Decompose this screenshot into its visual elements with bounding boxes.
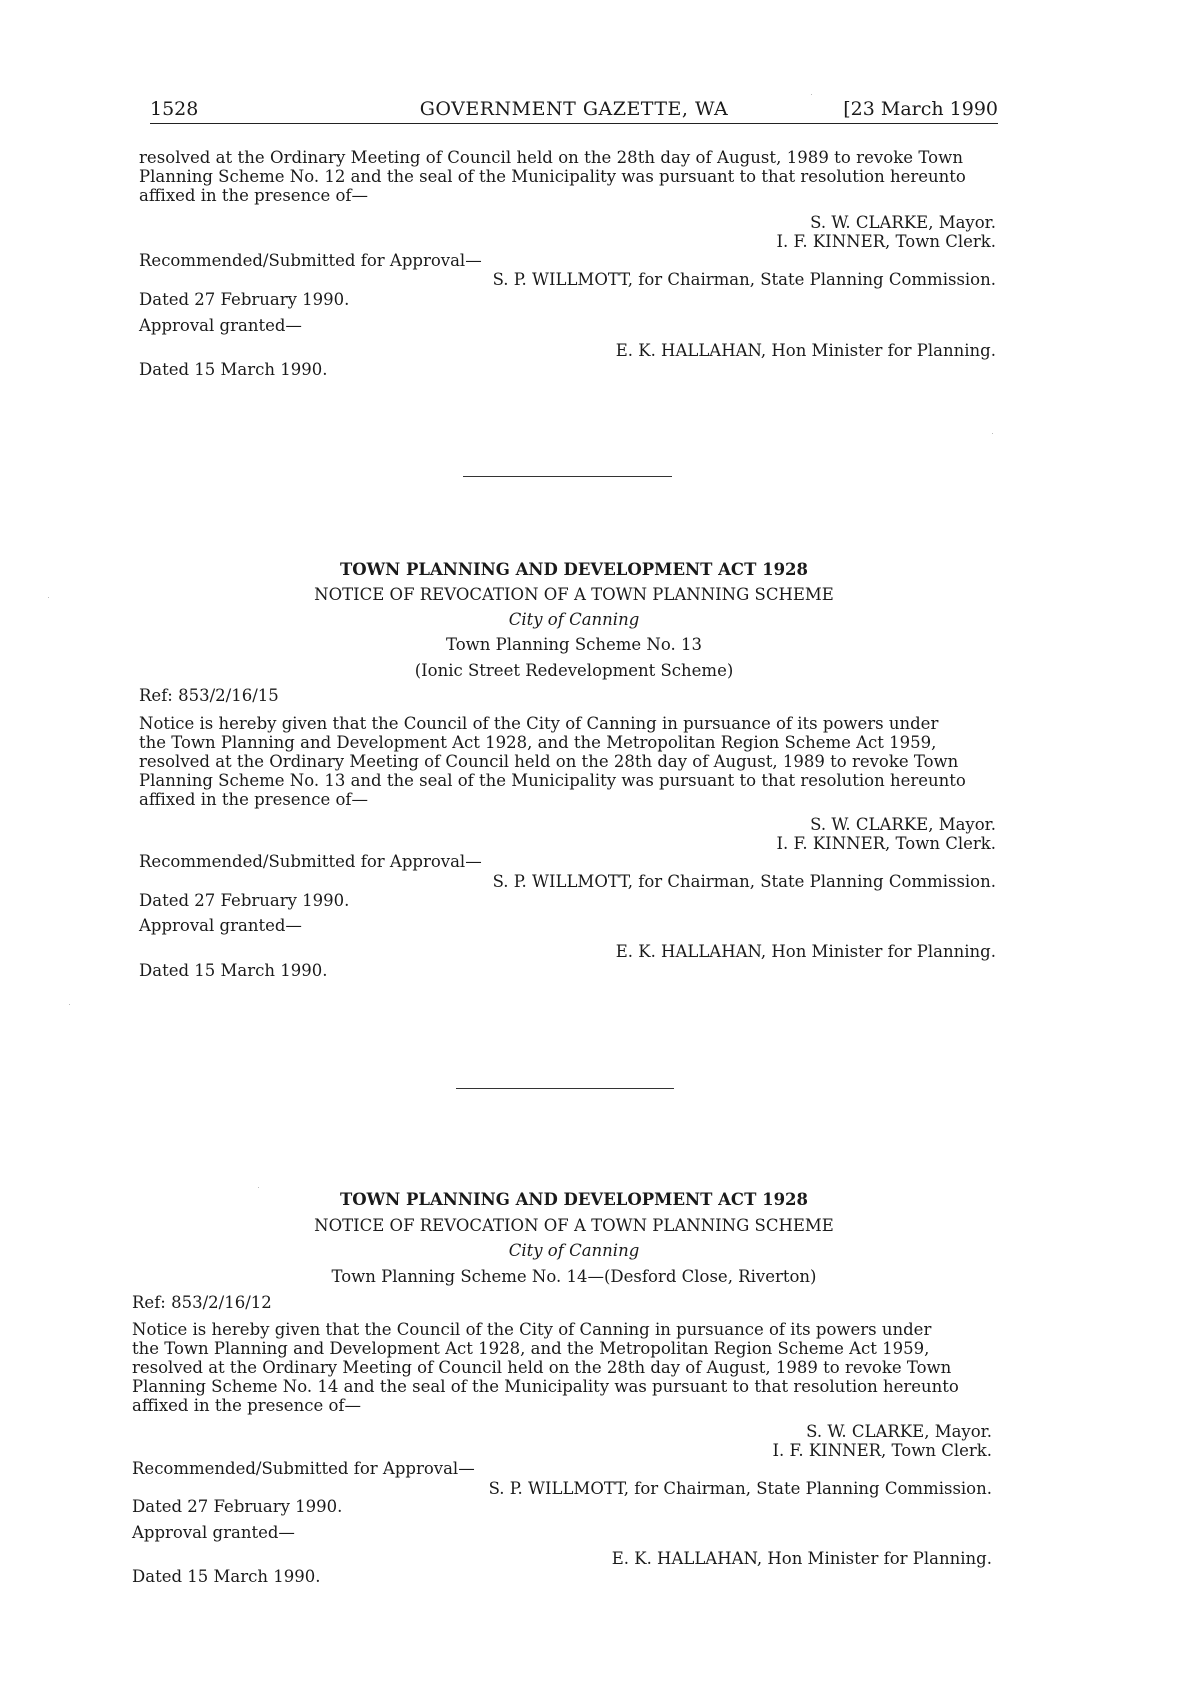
mayor-signature: S. W. CLARKE, Mayor. [806, 1422, 992, 1441]
page-number: 1528 [150, 98, 199, 120]
scheme-number: Town Planning Scheme No. 14—(Desford Close, Riverton) [331, 1267, 817, 1286]
clerk-signature: I. F. KINNER, Town Clerk. [772, 1441, 992, 1460]
body-line: Notice is hereby given that the Council of the City of Canning in pursuance of its powers under [132, 1320, 932, 1339]
dated-approval: Dated 15 March 1990. [139, 360, 328, 379]
body-line: affixed in the presence of— [132, 1396, 361, 1415]
section-divider [456, 1088, 674, 1089]
scan-speck [811, 94, 812, 95]
section-divider [463, 476, 672, 477]
act-heading: TOWN PLANNING AND DEVELOPMENT ACT 1928 [339, 1190, 809, 1209]
scan-speck [258, 1187, 259, 1188]
dated-recommended: Dated 27 February 1990. [139, 891, 350, 910]
approval-label: Approval granted— [139, 916, 302, 935]
clerk-signature: I. F. KINNER, Town Clerk. [776, 834, 996, 853]
scan-speck [992, 433, 993, 434]
body-line: the Town Planning and Development Act 1928, and the Metropolitan Region Scheme Act 1959, [132, 1339, 930, 1358]
notice-heading: NOTICE OF REVOCATION OF A TOWN PLANNING SCHEME [314, 1216, 834, 1235]
recommended-label: Recommended/Submitted for Approval— [139, 852, 482, 871]
dated-recommended: Dated 27 February 1990. [132, 1497, 343, 1516]
body-line: affixed in the presence of— [139, 790, 368, 809]
dated-approval: Dated 15 March 1990. [132, 1567, 321, 1586]
dated-approval: Dated 15 March 1990. [139, 961, 328, 980]
clerk-signature: I. F. KINNER, Town Clerk. [776, 232, 996, 251]
body-line: resolved at the Ordinary Meeting of Council held on the 28th day of August, 1989 to revoke Town [132, 1358, 952, 1377]
dated-recommended: Dated 27 February 1990. [139, 290, 350, 309]
reference-number: Ref: 853/2/16/15 [139, 686, 279, 705]
body-line: affixed in the presence of— [139, 186, 368, 205]
publication-title: GOVERNMENT GAZETTE, WA [419, 98, 729, 120]
mayor-signature: S. W. CLARKE, Mayor. [810, 213, 996, 232]
scheme-name: (Ionic Street Redevelopment Scheme) [414, 661, 734, 680]
page-header [150, 98, 998, 126]
body-line: Planning Scheme No. 13 and the seal of the Municipality was pursuant to that resolution hereunto [139, 771, 966, 790]
commission-signature: S. P. WILLMOTT, for Chairman, State Planning Commission. [492, 872, 996, 891]
issue-date: [23 March 1990 [843, 98, 998, 120]
city-name: City of Canning [508, 610, 640, 629]
approval-label: Approval granted— [139, 316, 302, 335]
act-heading: TOWN PLANNING AND DEVELOPMENT ACT 1928 [339, 560, 809, 579]
header-rule [150, 123, 998, 124]
scheme-number: Town Planning Scheme No. 13 [446, 635, 702, 654]
recommended-label: Recommended/Submitted for Approval— [132, 1459, 475, 1478]
body-line: resolved at the Ordinary Meeting of Council held on the 28th day of August, 1989 to revoke Town [139, 148, 964, 167]
minister-signature: E. K. HALLAHAN, Hon Minister for Planning. [611, 1549, 992, 1568]
body-line: Notice is hereby given that the Council of the City of Canning in pursuance of its powers under [139, 714, 939, 733]
approval-label: Approval granted— [132, 1523, 295, 1542]
commission-signature: S. P. WILLMOTT, for Chairman, State Planning Commission. [488, 1479, 992, 1498]
body-line: resolved at the Ordinary Meeting of Council held on the 28th day of August, 1989 to revoke Town [139, 752, 959, 771]
mayor-signature: S. W. CLARKE, Mayor. [810, 815, 996, 834]
recommended-label: Recommended/Submitted for Approval— [139, 251, 482, 270]
body-line: Planning Scheme No. 14 and the seal of the Municipality was pursuant to that resolution hereunto [132, 1377, 959, 1396]
reference-number: Ref: 853/2/16/12 [132, 1293, 272, 1312]
body-line: the Town Planning and Development Act 1928, and the Metropolitan Region Scheme Act 1959, [139, 733, 937, 752]
city-name: City of Canning [508, 1241, 640, 1260]
body-line: Planning Scheme No. 12 and the seal of the Municipality was pursuant to that resolution hereunto [139, 167, 966, 186]
scan-speck [69, 1004, 70, 1005]
commission-signature: S. P. WILLMOTT, for Chairman, State Planning Commission. [492, 270, 996, 289]
scan-speck [48, 597, 49, 598]
notice-heading: NOTICE OF REVOCATION OF A TOWN PLANNING SCHEME [314, 585, 834, 604]
minister-signature: E. K. HALLAHAN, Hon Minister for Planning. [615, 942, 996, 961]
minister-signature: E. K. HALLAHAN, Hon Minister for Planning. [615, 341, 996, 360]
